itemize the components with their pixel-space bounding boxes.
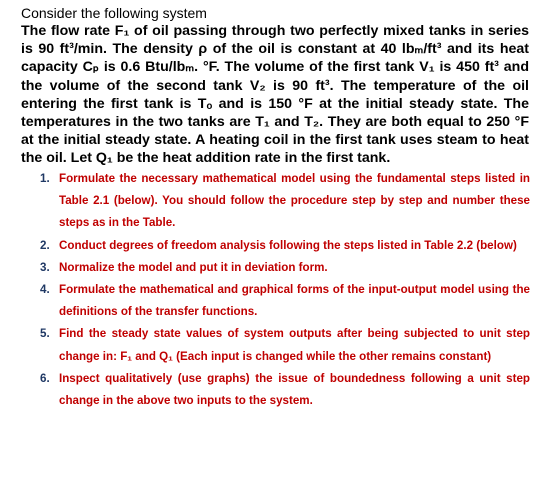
task-text-3: Normalize the model and put it in deviation form. <box>59 260 328 274</box>
task-number-3: 3. <box>40 260 50 274</box>
task-text-1: Formulate the necessary mathematical model using the fundamental steps listed in Table 2.1 (below). You should follow the procedure step by step and number these steps as in the Table. <box>59 172 530 230</box>
task-number-2: 2. <box>40 238 50 252</box>
task-item-2 <box>34 235 530 257</box>
task-list <box>34 168 530 412</box>
task-item-5 <box>34 323 530 367</box>
task-item-3 <box>34 257 530 279</box>
task-text-4: Formulate the mathematical and graphical forms of the input-output model using the definitions of the transfer functions. <box>59 283 530 319</box>
task-text-5: Find the steady state values of system outputs after being subjected to unit step change in: F₁ and Q₁ (Each input is changed while the other remains constant) <box>59 327 530 363</box>
task-number-6: 6. <box>40 371 50 385</box>
task-item-4 <box>34 279 530 323</box>
task-item-6 <box>34 368 530 412</box>
problem-heading: Consider the following system <box>21 5 207 21</box>
task-number-5: 5. <box>40 327 50 341</box>
task-text-2: Conduct degrees of freedom analysis following the steps listed in Table 2.2 (below) <box>59 238 517 252</box>
task-number-4: 4. <box>40 283 50 297</box>
problem-statement: The flow rate F₁ of oil passing through two perfectly mixed tanks in series is 90 ft³/min. The density ρ of the oil is constant at 40 lbₘ/ft³ and its heat capacity Cₚ is 0.6 Btu/lbₘ. °F. The volume of the first tank V₁ is 450 ft³ and the volume of the second tank V₂ is 90 ft³. The temperature of the oil entering the first tank is Tₒ and is 150 °F at the initial steady state. The temperatures in the two tanks are T₁ and T₂. They are both equal to 250 °F at the initial steady state. A heating coil in the first tank uses steam to heat the oil. Let Q₁ be the heat addition rate in the first tank. <box>21 23 529 167</box>
task-text-6: Inspect qualitatively (use graphs) the issue of boundedness following a unit step change in the above two inputs to the system. <box>59 371 530 408</box>
task-item-1 <box>34 168 530 235</box>
task-number-1: 1. <box>40 172 50 185</box>
